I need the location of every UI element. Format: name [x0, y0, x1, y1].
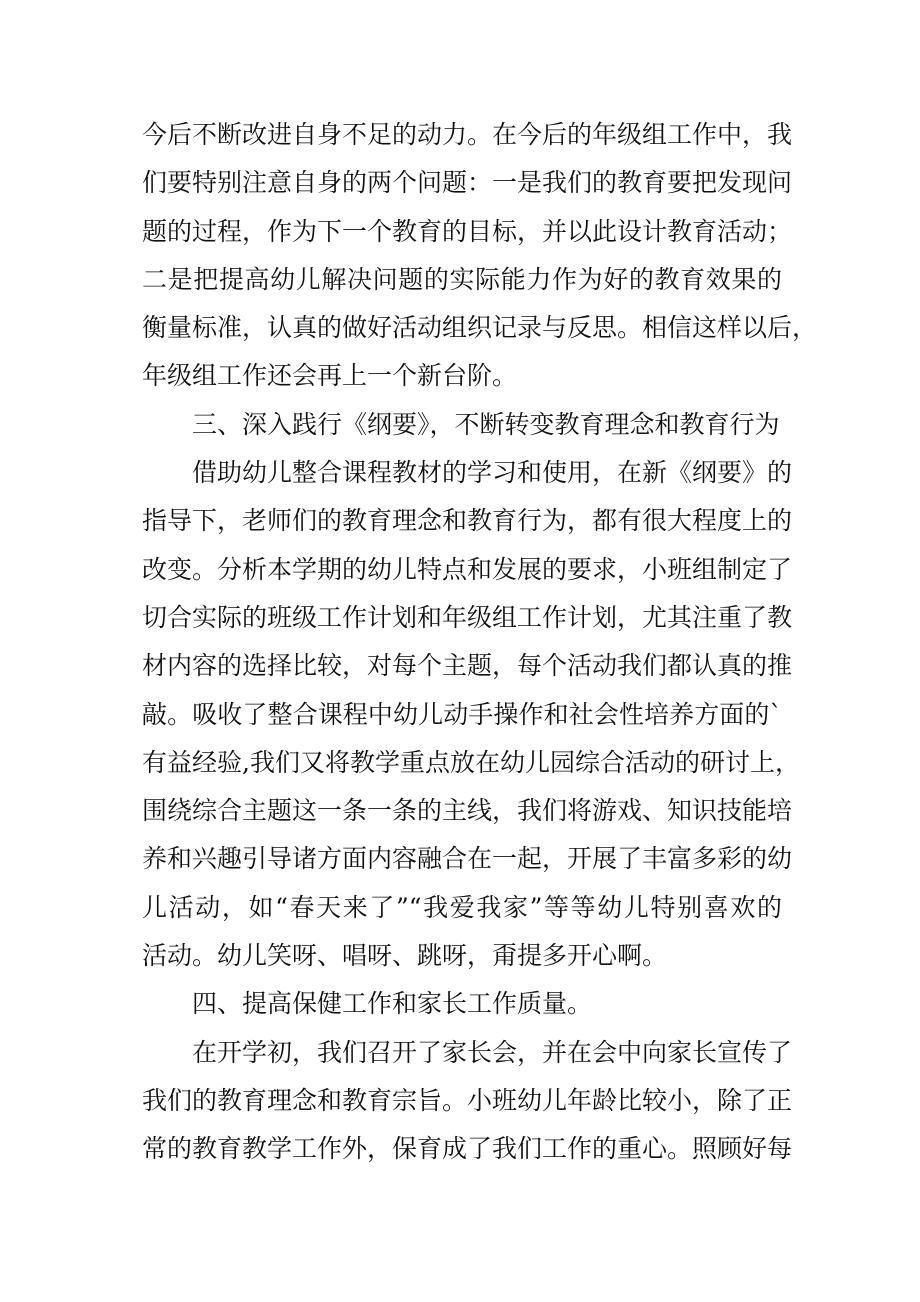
text-line: 养和兴趣引导诸方面内容融合在一起，开展了丰富多彩的幼	[142, 844, 793, 874]
text-line: 儿活动，如“春天来了”“我爱我家”等等幼儿特别喜欢的	[142, 892, 782, 922]
text-line: 年级组工作还会再上一个新台阶。	[142, 361, 518, 391]
text-line: 题的过程，作为下一个教育的目标，并以此设计教育活动；	[142, 216, 793, 246]
document-body	[142, 111, 818, 1174]
section-heading: 三、深入践行《纲要》，不断转变教育理念和教育行为	[192, 409, 780, 439]
text-line: 材内容的选择比较，对每个主题，每个活动我们都认真的推	[142, 651, 793, 681]
text-line: 指导下，老师们的教育理念和教育行为，都有很大程度上的	[142, 506, 793, 536]
text-line: 常的教育教学工作外，保育成了我们工作的重心。照顾好每	[142, 1134, 793, 1164]
text-line: 们要特别注意自身的两个问题：一是我们的教育要把发现问	[142, 168, 793, 198]
section-heading: 四、提高保健工作和家长工作质量。	[192, 989, 593, 1019]
text-line: 有益经验,我们又将教学重点放在幼儿园综合活动的研讨上，	[142, 747, 800, 777]
text-line: 活动。幼儿笑呀、唱呀、跳呀，甭提多开心啊。	[142, 941, 668, 971]
text-line: 敲。吸收了整合课程中幼儿动手操作和社会性培养方面的`	[142, 699, 782, 729]
paragraph-first-line: 借助幼儿整合课程教材的学习和使用，在新《纲要》的	[192, 458, 793, 488]
text-line: 改变。分析本学期的幼儿特点和发展的要求，小班组制定了	[142, 554, 793, 584]
text-line: 二是把提高幼儿解决问题的实际能力作为好的教育效果的	[142, 264, 782, 294]
text-line: 围绕综合主题这一条一条的主线，我们将游戏、知识技能培	[142, 796, 793, 826]
paragraph-first-line: 在开学初，我们召开了家长会，并在会中向家长宣传了	[192, 1037, 793, 1067]
text-line: 我们的教育理念和教育宗旨。小班幼儿年龄比较小，除了正	[142, 1085, 793, 1115]
text-line: 切合实际的班级工作计划和年级组工作计划，尤其注重了教	[142, 602, 793, 632]
text-line: 衡量标准，认真的做好活动组织记录与反思。相信这样以后，	[142, 313, 818, 343]
text-line: 今后不断改进自身不足的动力。在今后的年级组工作中，我	[142, 120, 793, 149]
